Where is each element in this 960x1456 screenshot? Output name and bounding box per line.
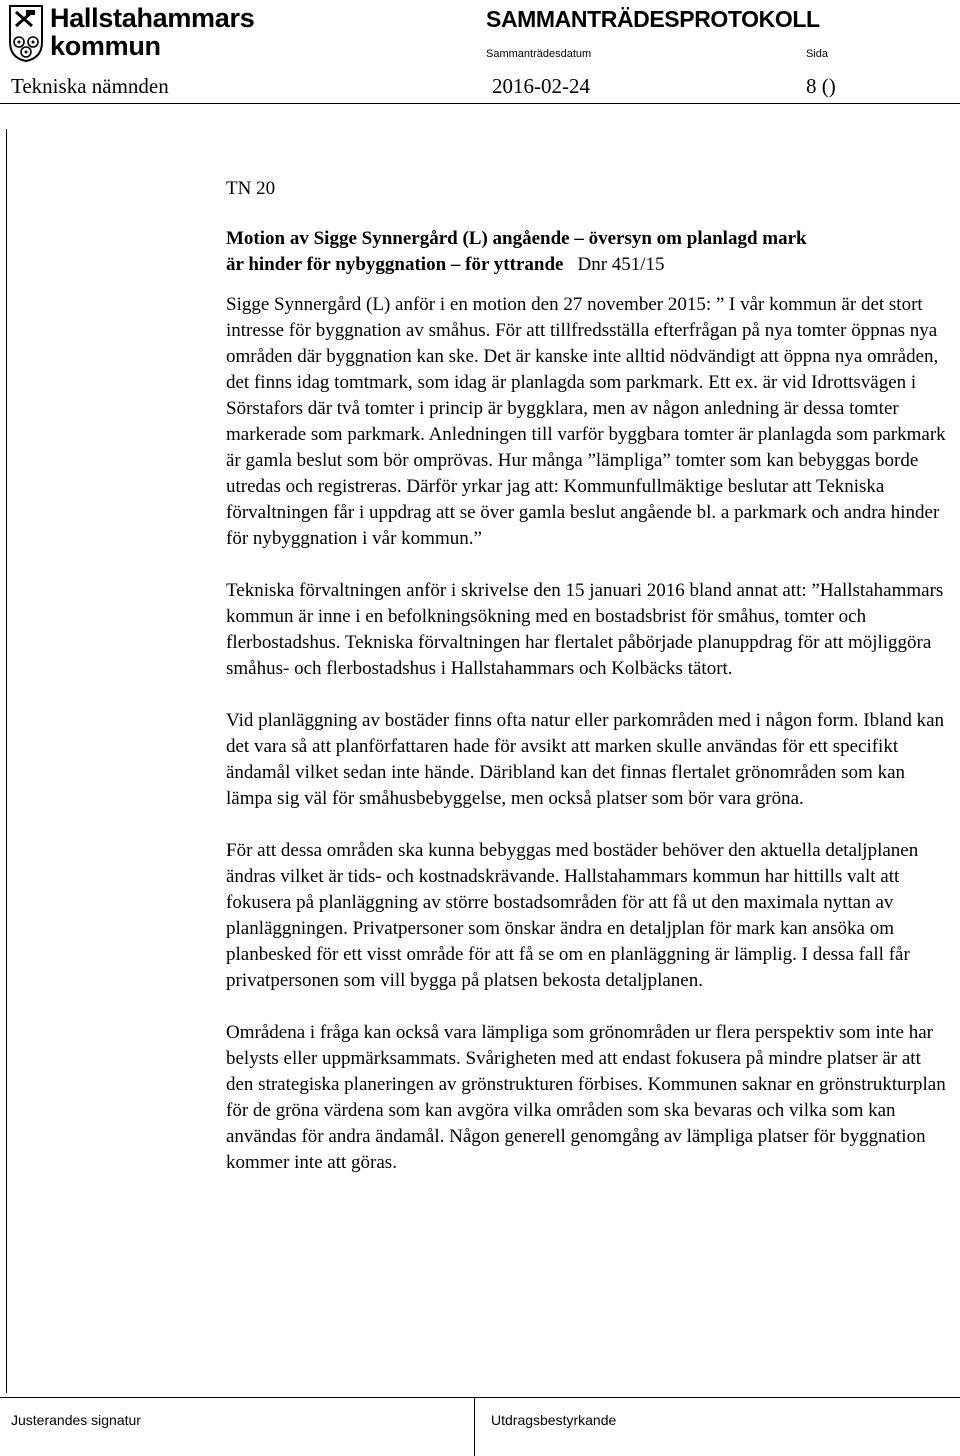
- organization-name: [50, 4, 254, 60]
- paragraph: Områdena i fråga kan också vara lämpliga som grönområden ur flera perspektiv som inte har belysts eller uppmärksammats. Svårigheten med att endast fokusera på mindre platser är att den strategiska planeringen av grönstrukturen förbises. Kommunen saknar en grönstrukturplan för de gröna värdena som kan avgöra vilka områden som ska bevaras och vilka som kan användas för andra ändamål. Någon generell genomgång av lämpliga platser för byggnation kommer inte att göras.: [226, 1022, 946, 1173]
- section-id: TN 20: [226, 178, 276, 199]
- document-body: [226, 176, 946, 1202]
- footer-column-divider: [474, 1397, 475, 1456]
- organization-name-line2: kommun: [50, 31, 161, 61]
- footer-divider: [0, 1397, 960, 1398]
- extract-certification-label: Utdragsbestyrkande: [491, 1412, 617, 1428]
- page-label: Sida: [806, 48, 829, 60]
- motion-title: [226, 226, 946, 278]
- left-margin-rule: [6, 129, 7, 1393]
- document-type: SAMMANTRÄDESPROTOKOLL: [486, 6, 820, 32]
- organization-name-line1: Hallstahammars: [50, 3, 255, 33]
- date-label: Sammanträdesdatum: [486, 48, 592, 60]
- signature-field-label: Justerandes signatur: [11, 1412, 141, 1428]
- paragraph: Tekniska förvaltningen anför i skrivelse den 15 januari 2016 bland annat att: ”Hallstahammars kommun är inne i en befolkningsökning med en bostadsbrist för småhus, tomter och flerbostadshus. Tekniska förvaltningen har flertalet påbörjade planuppdrag för att möjliggöra småhus- och flerbostadshus i Hallstahammars och Kolbäcks tätort.: [226, 580, 944, 679]
- paragraph: För att dessa områden ska kunna bebyggas med bostäder behöver den aktuella detaljplanen ändras vilket är tids- och kostnadskrävande. Hallstahammars kommun har hittills valt att fokusera på planläggning av större bostadsområden för att få ut den maximala nyttan av planläggningen. Privatpersoner som önskar ändra en detaljplan för mark kan ansöka om planbesked för ett visst område för att få se om en planläggning är lämplig. I dessa fall får privatpersonen som vill bygga på platsen bekosta detaljplanen.: [226, 840, 919, 991]
- paragraph: Sigge Synnergård (L) anför i en motion den 27 november 2015: ” I vår kommun är det stort intresse för byggnation av småhus. För att tillfredsställa efterfrågan på nya tomter öppnas nya områden där byggnation kan ske. Det är kanske inte alltid nödvändigt att öppna nya områden, det finns idag tomtmark, som idag är planlagda som parkmark. Ett ex. är vid Idrottsvägen i Sörstafors där två tomter i princip är byggklara, men av någon anledning är dessa tomter markerade som parkmark. Anledningen till varför byggbara tomter är planlagda som parkmark är gamla beslut som bör omprövas. Hur många ”lämpliga” tomter som kan bebyggas borde utredas och registreras. Därför yrkar jag att: Kommunfullmäktige beslutar att Tekniska förvaltningen får i uppdrag att se över gamla beslut angående bl. a parkmark och andra hinder för nybyggnation i vår kommun.”: [226, 294, 946, 549]
- page-number: 8 (): [806, 74, 836, 98]
- diary-number: Dnr 451/15: [577, 254, 665, 275]
- motion-title-line2: är hinder för nybyggnation – för yttrande: [226, 254, 564, 275]
- motion-title-line1: Motion av Sigge Synnergård (L) angående – översyn om planlagd mark: [226, 228, 807, 249]
- header-divider: [0, 103, 960, 104]
- committee-name: Tekniska nämnden: [11, 74, 169, 98]
- meeting-date: 2016-02-24: [492, 74, 590, 98]
- coat-of-arms-logo: [8, 4, 44, 62]
- paragraph: Vid planläggning av bostäder finns ofta natur eller parkområden med i någon form. Ibland kan det vara så att planförfattaren hade för avsikt att marken skulle användas för ett specifikt ändamål vilket sedan inte hände. Däribland kan det finnas flertalet grönområden som kan lämpa sig väl för småhusbebyggelse, men också platser som bör vara gröna.: [226, 710, 945, 809]
